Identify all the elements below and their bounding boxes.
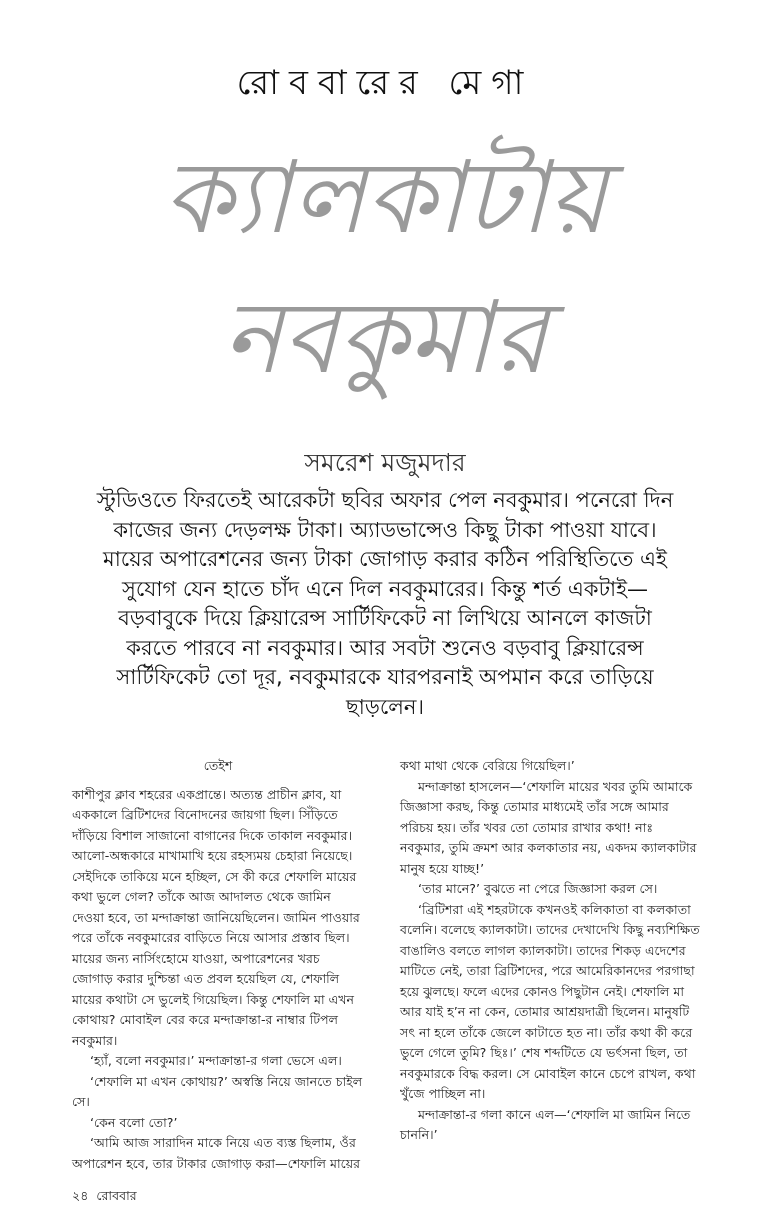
story-title-line-2: নবকুমার: [222, 279, 548, 396]
paragraph: মন্দাক্রান্তা হাসলেন—‘শেফালি মায়ের খবর তুমি আমাকে জিজ্ঞাসা করছ, কিন্তু তোমার মাধ্যমেই তাঁর সঙ্গে আমার পরিচয় হয়। তাঁর খবর তো তোমার রাখার কথা! নাঃ নবকুমার, তুমি ক্রমশ আর কলকাতার নয়, একদম ক্যালকাটার মানুষ হয়ে যাচ্ছ!’: [400, 778, 697, 876]
page-number: ২৪: [72, 1188, 89, 1203]
paragraph: ‘তার মানে?’ বুঝতে না পেরে জিজ্ঞাসা করল সে।: [418, 881, 658, 896]
paragraph: ‘শেফালি মা এখন কোথায়?’ অস্বস্তি নিয়ে জানতে চাইল সে।: [72, 1073, 363, 1109]
paragraph: ‘হ্যাঁ, বলো নবকুমার।’ মন্দাক্রান্তা-র গলা ভেসে এল।: [90, 1053, 342, 1068]
paragraph: ‘ব্রিটিশরা এই শহরটাকে কখনওই কলিকাতা বা কলকাতা বলেনি। বলেছে ক্যালকাটা। তাদের দেখাদেখি কিছু নব্যশিক্ষিত বাঙালিও বলতে লাগল ক্যালকাটা। তাদের শিকড় এদেশের মাটিতে নেই, তারা ব্রিটিশদের, পরে আমেরিকানদের পরগাছা হয়ে ঝুলছে। ফলে এদের কোনও পিছুটান নেই। শেফালি মা আর যাই হ’ন না কেন, তোমার আশ্রয়দাত্রী ছিলেন। মানুষটি সৎ না হলে তাঁকে জেলে কাটাতে হত না। তাঁর কথা কী করে ভুলে গেলে তুমি? ছিঃ।’ শেষ শব্দটিতে যে ভর্ৎসনা ছিল, তা নবকুমারকে বিদ্ধ করল। সে মোবাইল কানে চেপে রাখল, কথা খুঁজে পাচ্ছিল না।: [400, 901, 700, 1101]
left-column: [72, 756, 364, 1206]
story-title-line-1: ক্যালকাটায়: [163, 139, 607, 256]
magazine-name: রোববার: [96, 1188, 137, 1203]
author-name: সমরেশ মজুমদার: [304, 448, 466, 477]
paragraph: ‘কেন বলো তো?’: [90, 1114, 178, 1130]
paragraph: কথা মাথা থেকে বেরিয়ে গিয়েছিল।’: [400, 758, 575, 773]
page-footer: [72, 1186, 364, 1206]
chapter-heading: তেইশ: [203, 758, 233, 773]
body-columns: [0, 756, 770, 1206]
right-column: [400, 756, 700, 1146]
paragraph: কাশীপুর ক্লাব শহরের একপ্রান্তে। অত্যন্ত প্রাচীন ক্লাব, যা এককালে ব্রিটিশদের বিনোদনের জায়গা ছিল। সিঁড়িতে দাঁড়িয়ে বিশাল সাজানো বাগানের দিকে তাকাল নবকুমার। আলো-অন্ধকারে মাখামাখি হয়ে রহস্যময় চেহারা নিয়েছে। সেইদিকে তাকিয়ে মনে হচ্ছিল, সে কী করে শেফালি মায়ের কথা ভুলে গেল? তাঁকে আজ আদালত থেকে জামিন দেওয়া হবে, তা মন্দাক্রান্তা জানিয়েছিলেন। জামিন পাওয়ার পরে তাঁকে নবকুমারের বাড়িতে নিয়ে আসার প্রস্তাব ছিল। মায়ের জন্য নার্সিংহোমে যাওয়া, অপারেশনের খরচ জোগাড় করার দুশ্চিন্তা এত প্রবল হয়েছিল যে, শেফালি মায়ের কথাটা সে ভুলেই গিয়েছিল। কিন্তু শেফালি মা এখন কোথায়? মোবাইল বের করে মন্দাক্রান্তা-র নাম্বার টিপল নবকুমার।: [72, 786, 360, 1048]
story-intro: স্টুডিওতে ফিরতেই আরেকটা ছবির অফার পেল নবকুমার। পনেরো দিন কাজের জন্য দেড়লক্ষ টাকা। অ্যাডভান্সেও কিছু টাকা পাওয়া যাবে। মায়ের অপারেশনের জন্য টাকা জোগাড় করার কঠিন পরিস্থিতিতে এই সুযোগ যেন হাতে চাঁদ এনে দিল নবকুমারের। কিন্তু শর্ত একটাই—বড়বাবুকে দিয়ে ক্লিয়ারেন্স সার্টিফিকেট না লিখিয়ে আনলে কাজটা করতে পারবে না নবকুমার। আর সবটা শুনেও বড়বাবু ক্লিয়ারেন্স সার্টিফিকেট তো দূর, নবকুমারকে যারপরনাই অপমান করে তাড়িয়ে ছাড়লেন।: [96, 488, 674, 719]
paragraph: মন্দাক্রান্তা-র গলা কানে এল—‘শেফালি মা জামিন নিতে চাননি।’: [400, 1106, 691, 1142]
paragraph: ‘আমি আজ সারাদিন মাকে নিয়ে এত ব্যস্ত ছিলাম, ওঁর অপারেশন হবে, তার টাকার জোগাড় করা—শেফালি মায়ের: [72, 1135, 361, 1171]
section-kicker: রোববারের মেগা: [236, 63, 534, 103]
